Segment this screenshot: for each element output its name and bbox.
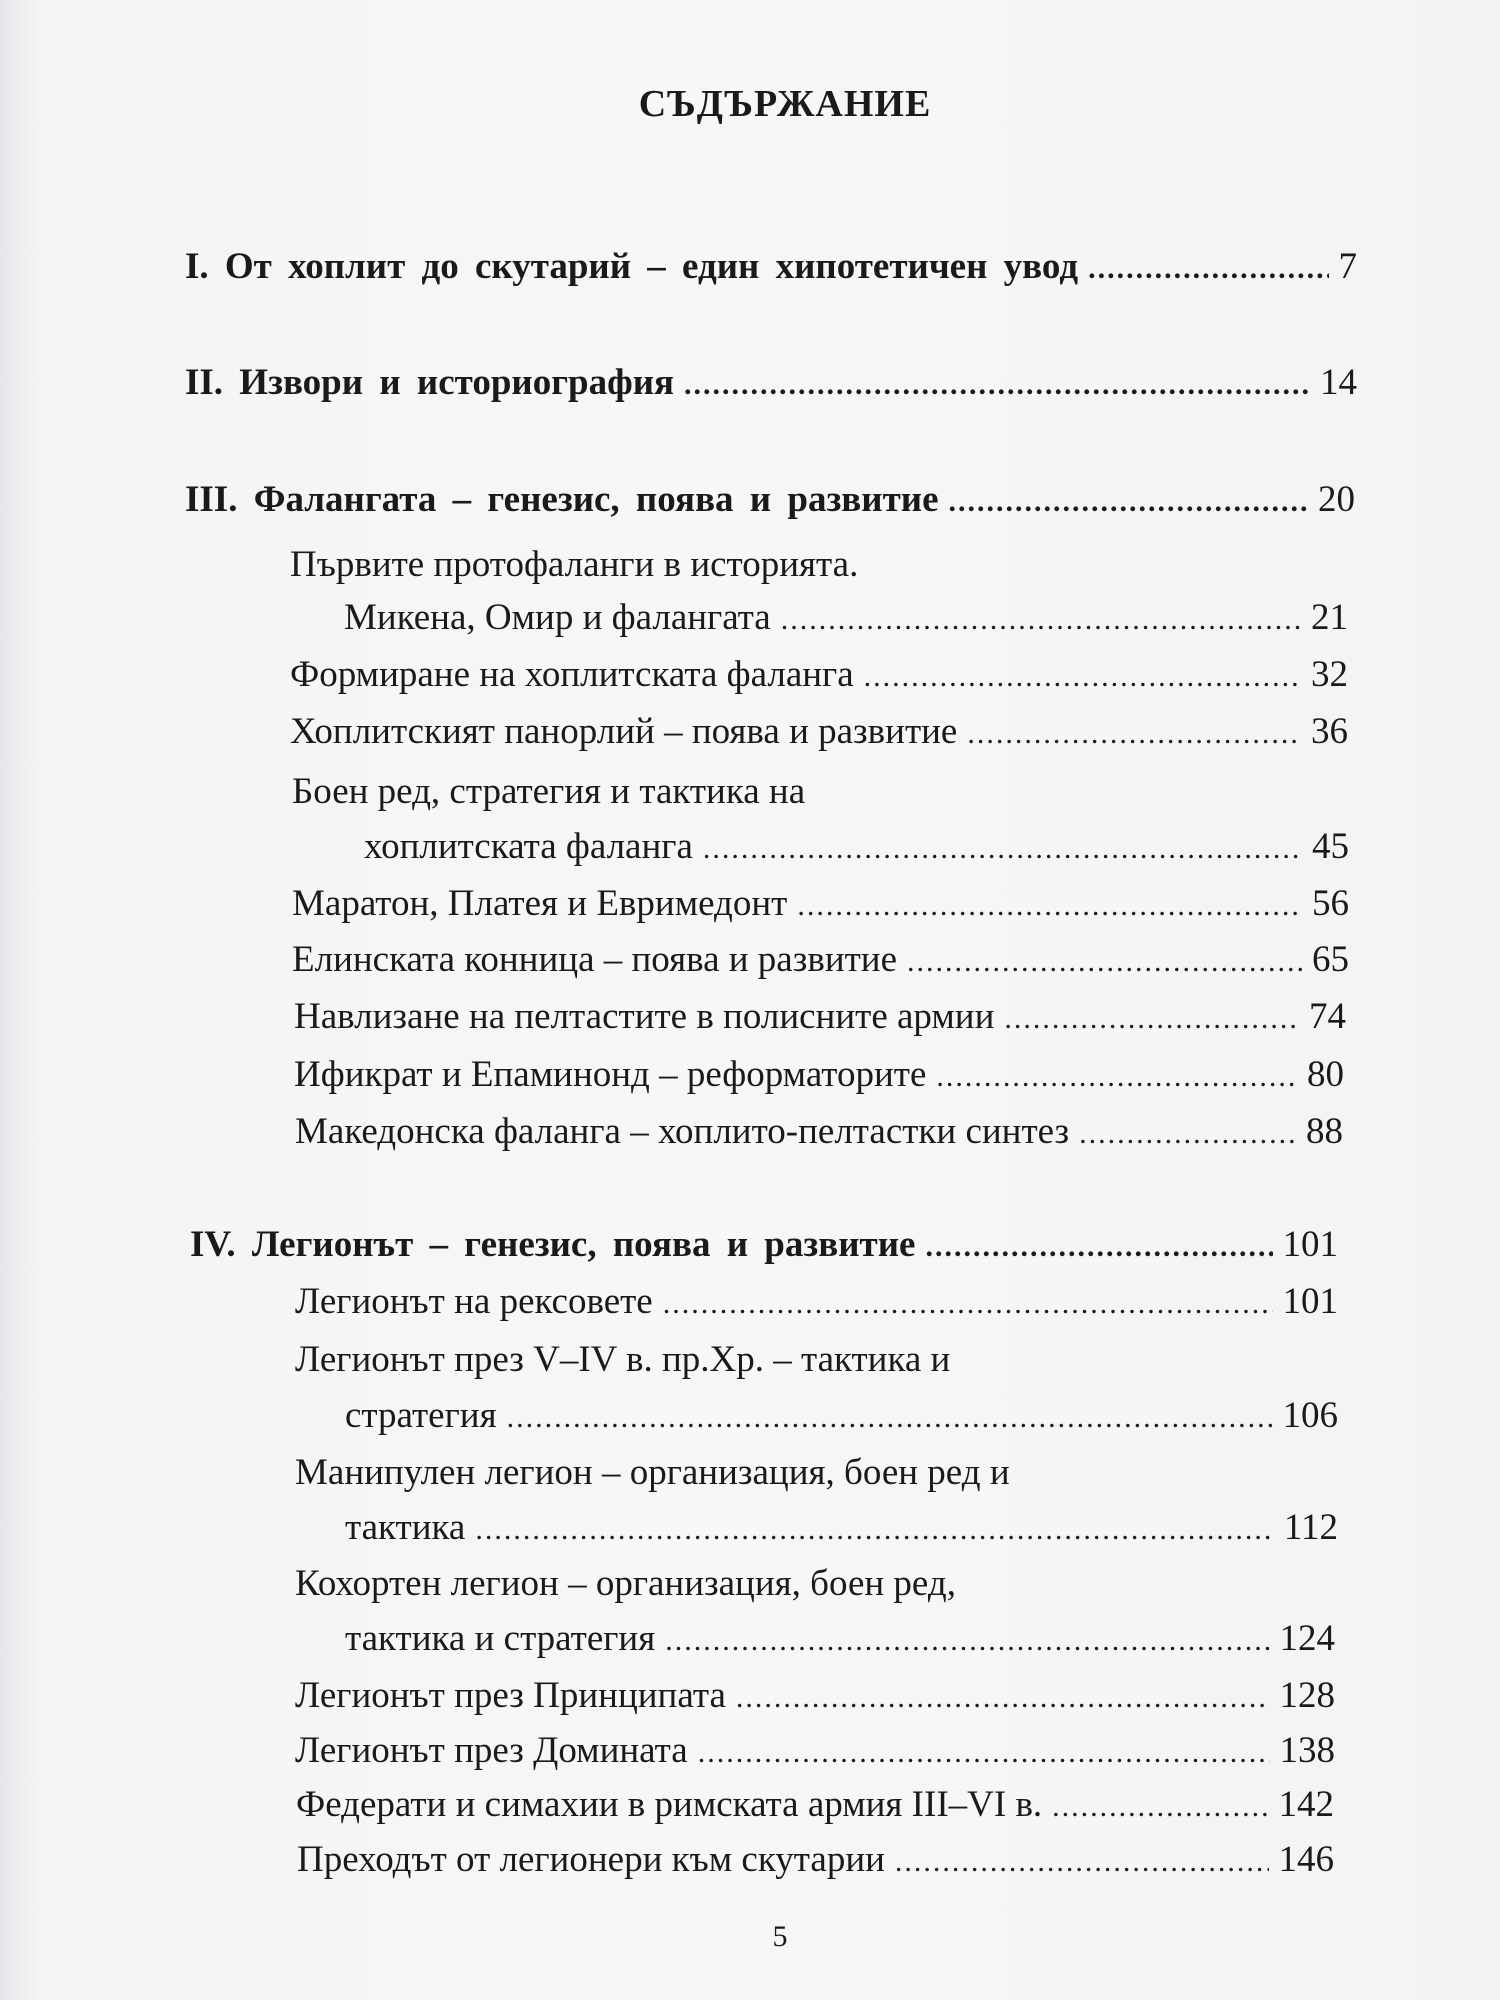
toc-section-label: Маратон, Платея и Евримедонт	[292, 883, 788, 924]
toc-chapter-label: I. От хоплит до скутарий – един хипотетичен увод	[185, 246, 1079, 287]
toc-section-label: Преходът от легионери към скутарии	[297, 1839, 885, 1880]
toc-page-number: 21	[1311, 597, 1348, 638]
toc-section[interactable]	[344, 598, 1348, 639]
toc-page-number: 45	[1312, 826, 1349, 867]
toc-page-number: 128	[1279, 1675, 1335, 1716]
toc-page-number: 88	[1306, 1111, 1343, 1152]
dot-leader	[684, 368, 1310, 401]
toc-page-number: 32	[1311, 654, 1348, 695]
toc-chapter-label: III. Фалангата – генезис, поява и развитие	[185, 479, 939, 520]
dot-leader	[936, 1060, 1297, 1093]
toc-page-number: 36	[1311, 711, 1348, 752]
toc-page-number: 124	[1279, 1618, 1335, 1659]
toc-section-label: Ификрат и Епаминонд – реформаторите	[294, 1054, 927, 1095]
toc-section-label: Навлизане на пелтастите в полисните армии	[294, 996, 995, 1037]
toc-page-number: 146	[1278, 1839, 1334, 1880]
toc-section-first-line: Боен ред, стратегия и тактика на	[292, 771, 806, 812]
toc-page-number: 65	[1312, 939, 1349, 980]
toc-section-first-line: Първите протофаланги в историята.	[290, 544, 859, 585]
toc-page-number: 142	[1278, 1784, 1334, 1825]
page-title: СЪДЪРЖАНИЕ	[638, 83, 932, 125]
toc-chapter[interactable]	[185, 247, 1357, 288]
dot-leader	[895, 1845, 1269, 1878]
dot-leader	[1079, 1117, 1296, 1150]
toc-section-label: Македонска фаланга – хоплито-пелтастки синтез	[295, 1111, 1070, 1152]
dot-leader	[925, 1230, 1272, 1263]
toc-page-number: 74	[1309, 996, 1346, 1037]
toc-section[interactable]	[295, 1676, 1335, 1717]
toc-page-number: 101	[1282, 1224, 1338, 1265]
toc-section-label: тактика	[345, 1507, 466, 1548]
dot-leader	[736, 1681, 1270, 1714]
toc-section-label: Федерати и симахии в римската армия III–VI в.	[296, 1784, 1043, 1825]
toc-section[interactable]	[292, 884, 1349, 925]
toc-section-label: хоплитската фаланга	[364, 826, 693, 867]
dot-leader	[1088, 252, 1328, 285]
toc-page-number: 106	[1282, 1395, 1338, 1436]
toc-chapter[interactable]	[185, 480, 1355, 521]
dot-leader	[967, 717, 1301, 750]
dot-leader	[1052, 1790, 1268, 1823]
toc-section-label: Легионът през Домината	[295, 1730, 688, 1771]
toc-section[interactable]	[297, 1840, 1334, 1881]
toc-section[interactable]	[296, 1785, 1334, 1826]
toc-section[interactable]	[364, 827, 1349, 868]
toc-section[interactable]	[345, 1619, 1335, 1660]
toc-page-number: 56	[1312, 883, 1349, 924]
toc-section[interactable]	[345, 1396, 1338, 1437]
toc-section[interactable]	[295, 1731, 1335, 1772]
dot-leader	[907, 945, 1302, 978]
dot-leader	[949, 485, 1308, 518]
toc-section-label: Микена, Омир и фалангата	[344, 597, 771, 638]
toc-section[interactable]	[290, 712, 1348, 753]
toc-section-label: Хоплитският панорлий – поява и развитие	[290, 711, 958, 752]
toc-section-first-line: Кохортен легион – организация, боен ред,	[295, 1563, 956, 1604]
toc-section-label: Легионът през Принципата	[295, 1675, 726, 1716]
dot-leader	[797, 889, 1302, 922]
toc-page-number: 7	[1338, 246, 1357, 287]
dot-leader	[703, 832, 1302, 865]
toc-section[interactable]	[294, 1055, 1344, 1096]
dot-leader	[665, 1624, 1269, 1657]
toc-page-number: 112	[1283, 1507, 1338, 1548]
dot-leader	[781, 603, 1301, 636]
dot-leader	[507, 1401, 1273, 1434]
toc-page-number: 101	[1282, 1281, 1338, 1322]
toc-section-label: тактика и стратегия	[345, 1618, 656, 1659]
toc-page-number: 80	[1307, 1054, 1344, 1095]
toc-chapter-label: II. Извори и историография	[185, 362, 675, 403]
toc-section[interactable]	[295, 1112, 1343, 1153]
toc-chapter-label: IV. Легионът – генезис, поява и развитие	[190, 1224, 916, 1265]
dot-leader	[475, 1513, 1274, 1546]
dot-leader	[663, 1287, 1273, 1320]
toc-section-first-line: Манипулен легион – организация, боен ред и	[295, 1452, 1010, 1493]
toc-section-label: стратегия	[345, 1395, 497, 1436]
dot-leader	[1004, 1002, 1299, 1035]
toc-page-number: 20	[1318, 479, 1355, 520]
toc-section-label: Легионът на рексовете	[295, 1281, 653, 1322]
toc-section[interactable]	[295, 1282, 1338, 1323]
toc-page-number: 138	[1279, 1730, 1335, 1771]
toc-section-first-line: Легионът през V–IV в. пр.Хр. – тактика и	[295, 1339, 951, 1380]
toc-section-label: Елинската конница – поява и развитие	[292, 939, 898, 980]
toc-section[interactable]	[292, 940, 1349, 981]
toc-section[interactable]	[294, 997, 1346, 1038]
dot-leader	[864, 660, 1301, 693]
page-number: 5	[772, 1920, 788, 1953]
dot-leader	[698, 1736, 1270, 1769]
toc-page-number: 14	[1320, 362, 1357, 403]
toc-section-label: Формиране на хоплитската фаланга	[290, 654, 854, 695]
toc-section[interactable]	[290, 655, 1348, 696]
toc-chapter[interactable]	[190, 1225, 1338, 1266]
toc-section[interactable]	[345, 1508, 1338, 1549]
toc-chapter[interactable]	[185, 363, 1357, 404]
